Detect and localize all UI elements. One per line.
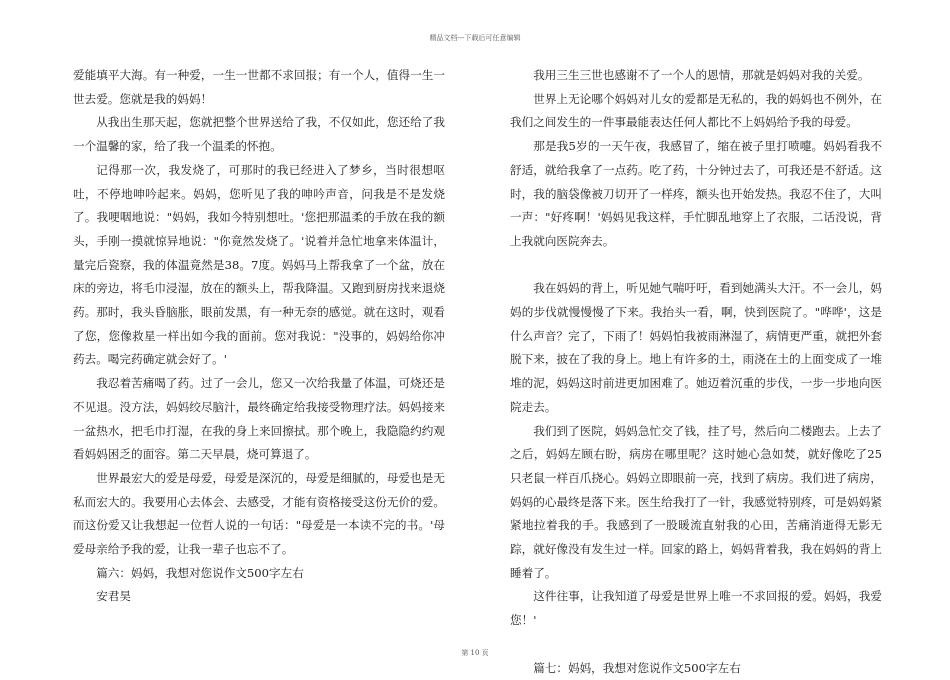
paragraph: 我们到了医院，妈妈急忙交了钱，挂了号，然后向二楼跑去。上去了之后，妈妈左顾右盼，病房在哪里呢？这时她心急如焚，就好像吃了25只老鼠一样百爪挠心。妈妈立即眼前一亮，找到了病房。我们进了病房，妈妈的心最终是落下来。医生给我打了一针，我感觉特别疼，可是妈妈紧紧地拉着我的手。我感到了一股暖流直射我的心田，苦痛消逝得无影无踪，就好像没有发生过一样。回家的路上，妈妈背着我，我在妈妈的背上睡着了。: [510, 423, 882, 580]
paragraph: 世界上无论哪个妈妈对儿女的爱都是无私的，我的妈妈也不例外，在我们之间发生的一件事最能表达任何人都比不上妈妈给予我的母爱。: [510, 91, 882, 130]
paragraph-spacer: [510, 254, 882, 278]
paragraph: 安君昊: [96, 589, 131, 604]
paragraph: 那是我5岁的一天午夜，我感冒了，缩在被子里打喷嚏。妈妈看我不舒适，就给我拿了一点药。吃了药，十分钟过去了，可我还是不舒适。这时，我的脑袋像被刀切开了一样疼，额头也开始发热。我忍不住了，大叫一声："好疼啊！'妈妈见我这样，手忙脚乱地穿上了衣服，二话没说，背上我就向医院奔去。: [510, 139, 882, 248]
paragraph: 我忍着苦痛喝了药。过了一会儿，您又一次给我量了体温，可烧还是不见退。没方法，妈妈绞尽脑汁，最终确定给我接受物理疗法。妈妈接来一盆热水，把毛巾打湿，在我的身上来回擦拭。那个晚上，我隐隐约约观看妈妈困乏的面容。第二天早晨，烧可算退了。: [73, 376, 445, 462]
paragraph: 篇七：妈妈，我想对您说作文500字左右: [533, 660, 741, 675]
paragraph: 篇六：妈妈，我想对您说作文500字左右: [96, 565, 304, 580]
paragraph: 我在妈妈的背上，听见她气喘吁吁，看到她满头大汗。不一会儿，妈妈的步伐就慢慢慢了下来。我抬头一看，啊，快到医院了。"哗哗'，这是什么声音？完了，下雨了！妈妈怕我被雨淋湿了，病情更严重，就把外套脱下来，披在了我的身上。地上有许多的土，雨浇在土的上面变成了一堆堆的泥，妈妈这时前进更加困难了。她迈着沉重的步伐，一步一步地向医院走去。: [510, 281, 882, 414]
paragraph: 世界最宏大的爱是母爱，母爱是深沉的，母爱是细腻的，母爱也是无私而宏大的。我要用心去体会、去感受，才能有资格接受这份无价的爱。而这份爱又让我想起一位哲人说的一句话："母爱是一本读不完的书。'母爱母亲给予我的爱，让我一辈子也忘不了。: [73, 470, 445, 557]
paragraph: 爱能填平大海。有一种爱，一生一世都不求回报；有一个人，值得一生一世去爱。您就是我的妈妈！: [73, 68, 445, 106]
paragraph: 从我出生那天起，您就把整个世界送给了我，不仅如此，您还给了我一个温馨的家，给了我一个温柔的怀抱。: [73, 115, 445, 154]
paragraph: 记得那一次，我发烧了，可那时的我已经进入了梦乡，当时很想呕吐，不停地呻吟起来。妈妈，您听见了我的呻吟声音，问我是不是发烧了。我哽咽地说："妈妈，我如今特别想吐。'您把那温柔的手放在我的额头，手刚一摸就惊异地说："你竟然发烧了。'说着并急忙地拿来体温计，量完后瓷察，我的体温竟然是38。7度。妈妈马上帮我拿了一个盆，放在床的旁边，将毛巾浸湿，放在的额头上，帮我降温。又跑到厨房找来退烧药。那时，我头昏脑胀，眼前发黑，有一种无奈的感觉。就在这时，观看了您，您像救星一样出如今我的面前。您对我说："没事的，妈妈给你冲药去。喝完药确定就会好了。': [73, 162, 445, 367]
paragraph: 我用三生三世也感谢不了一个人的恩情，那就是妈妈对我的关爱。: [533, 68, 870, 82]
paragraph: 这件往事，让我知道了母爱是世界上唯一不求回报的爱。妈妈，我爱您！': [510, 589, 882, 628]
page-header: 精品文档---下载后可任意编辑: [429, 34, 521, 42]
page-number: 第 10 页: [461, 649, 489, 657]
right-column: [510, 64, 882, 680]
left-column: [73, 64, 445, 609]
